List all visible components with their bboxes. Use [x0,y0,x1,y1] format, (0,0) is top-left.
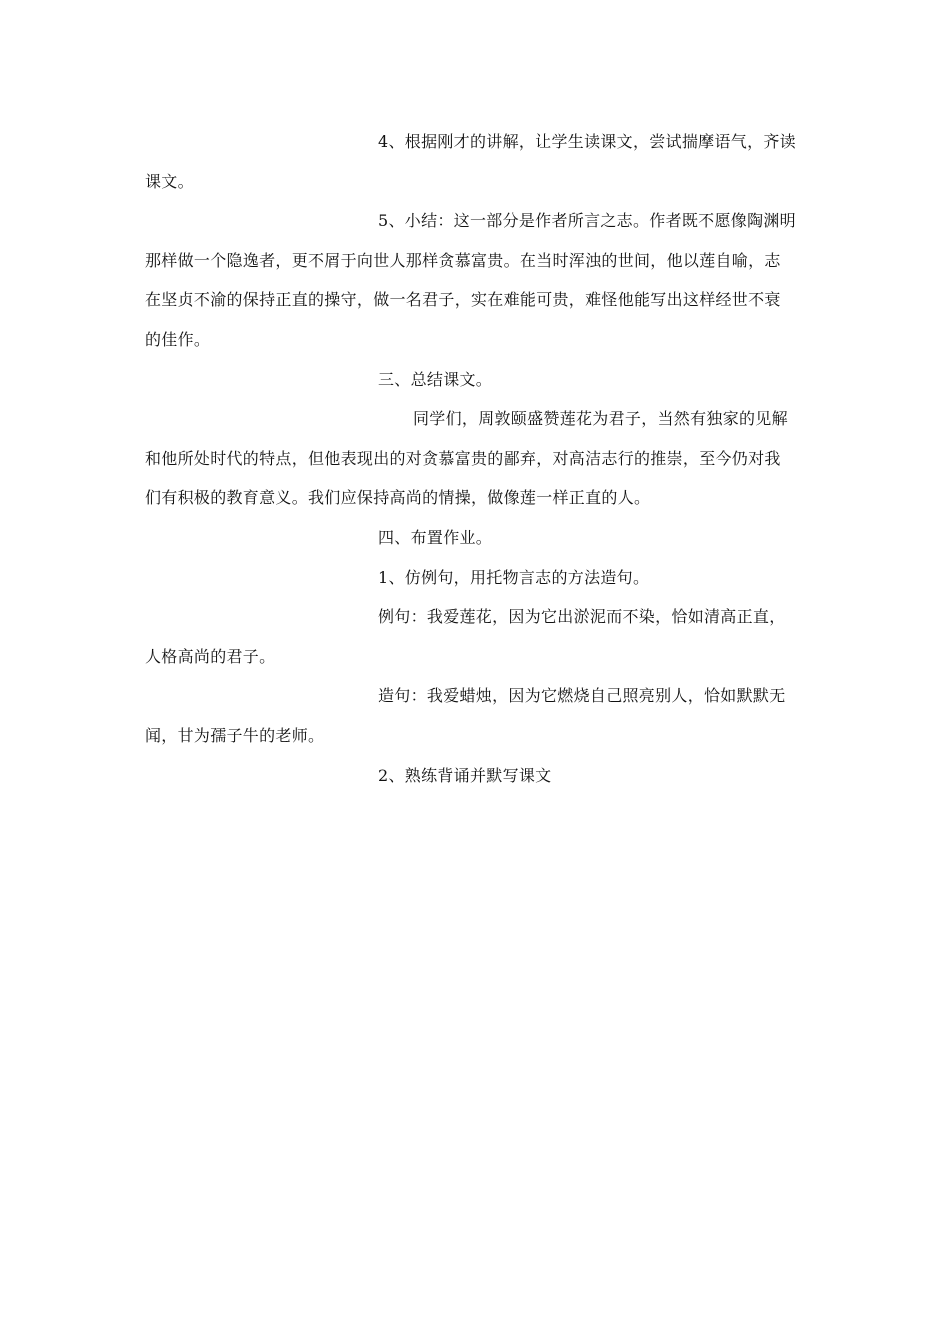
text-line: 和他所处时代的特点，但他表现出的对贪慕富贵的鄙弃，对高洁志行的推崇，至今仍对我 [145,448,781,468]
example-sentence [145,597,805,676]
text-line: 同学们，周敦颐盛赞莲花为君子，当然有独家的见解 [413,409,788,429]
text-line: 在坚贞不渝的保持正直的操守，做一名君子，实在难能可贵，难怪他能写出这样经世不衰 [145,290,781,310]
text-line: 课文。 [145,171,194,191]
text-line: 5、小结：这一部分是作者所言之志。作者既不愿像陶渊明 [378,211,796,231]
text-line: 们有积极的教育意义。我们应保持高尚的情操，做像莲一样正直的人。 [145,488,651,508]
heading-line: 三、总结课文。 [378,369,493,389]
homework-item-1 [145,558,805,598]
text-line: 那样做一个隐逸者，更不屑于向世人那样贪慕富贵。在当时浑浊的世间，他以莲自喻，志 [145,250,781,270]
text-line: 例句：我爱莲花，因为它出淤泥而不染，恰如清高正直， [378,607,786,627]
text-line: 2、熟练背诵并默写课文 [378,765,552,785]
section-heading-summary [145,360,805,400]
text-line: 造句：我爱蜡烛，因为它燃烧自己照亮别人，恰如默默无 [378,686,786,706]
text-line: 人格高尚的君子。 [145,646,276,666]
text-line: 的佳作。 [145,329,211,349]
paragraph-step-4 [145,122,805,201]
document-body [145,122,805,795]
paragraph-step-5-summary [145,201,805,359]
paragraph-summary-body [145,399,805,518]
homework-item-2 [145,756,805,796]
heading-line: 四、布置作业。 [378,527,493,547]
text-line: 1、仿例句，用托物言志的方法造句。 [378,567,650,587]
text-line: 4、根据刚才的讲解，让学生读课文，尝试揣摩语气，齐读 [378,132,796,151]
text-line: 闻，甘为孺子牛的老师。 [145,725,325,745]
section-heading-homework [145,518,805,558]
composed-sentence [145,676,805,755]
